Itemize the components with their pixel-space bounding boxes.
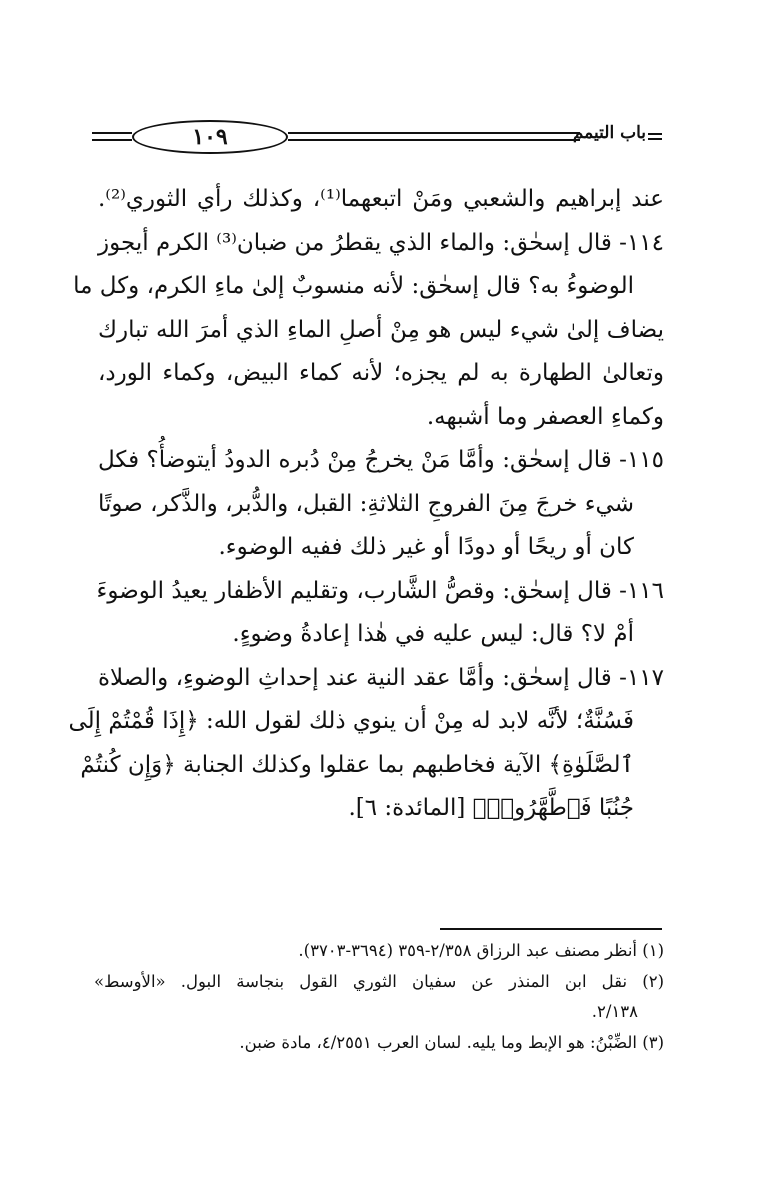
- text-line: وتعالىٰ الطهارة به لم يجزه؛ لأنه كماء البيض، وكماء الورد،: [98, 360, 664, 386]
- header-rule-left: [92, 132, 132, 141]
- text-line: جُنُبًا فَٱطَّهَّرُوا۟﴾ [المائدة: ٦].: [348, 795, 634, 821]
- page-number-frame: [132, 120, 288, 154]
- chapter-title: باب التيمم: [572, 123, 646, 143]
- text-line: ١١٦- قال إسحٰق: وقصُّ الشَّارب، وتقليم الأظفار يعيدُ الوضوءَ: [96, 577, 664, 604]
- text-line: فَسُنَّةٌ؛ لأنَّه لابد له مِنْ أن ينوي ذلك لقول الله: ﴿إِذَا قُمْتُمْ إِلَى: [68, 708, 634, 734]
- footnotes: [94, 936, 664, 1058]
- header-rule-right: [648, 133, 662, 140]
- page-header: [92, 118, 660, 158]
- text-line: ٱلصَّلَوٰةِ﴾ الآية فخاطبهم بما عقلوا وكذلك الجنابة ﴿وَإِن كُنتُمْ: [80, 751, 634, 778]
- page-number: ١٠٩: [192, 124, 228, 150]
- text-line: عند إبراهيم والشعبي ومَنْ اتبعهما⁽¹⁾، وكذلك رأي الثوري⁽²⁾.: [98, 186, 664, 212]
- text-line: أمْ لا؟ قال: ليس عليه في هٰذا إعادةُ وضوءٍ.: [232, 621, 634, 647]
- text-line: شيء خرجَ مِنَ الفروجِ الثلاثةِ: القبل، والدُّبر، والذَّكر، صوتًا: [98, 490, 634, 517]
- text-line: وكماءِ العصفر وما أشبهه.: [426, 403, 664, 430]
- text-line: كان أو ريحًا أو دودًا أو غير ذلك ففيه الوضوء.: [218, 534, 634, 560]
- footnote-line: (٢) نقل ابن المنذر عن سفيان الثوري القول بنجاسة البول. «الأوسط»: [94, 971, 664, 991]
- footnote-separator: [440, 928, 662, 930]
- main-text: [68, 178, 665, 831]
- text-line: ١١٤- قال إسحٰق: والماء الذي يقطرُ من ضبان⁽³⁾ الكرم أيجوز: [98, 229, 665, 256]
- footnote-line: ٢/١٣٨.: [591, 1002, 638, 1021]
- text-line: يضاف إلىٰ شيء ليس هو مِنْ أصلِ الماءِ الذي أمرَ الله تبارك: [98, 316, 664, 343]
- header-rule-middle: [288, 132, 580, 141]
- text-line: الوضوءُ به؟ قال إسحٰق: لأنه منسوبٌ إلىٰ ماءِ الكرم، وكل ما: [73, 273, 634, 299]
- footnote-line: (٣) الضِّبْنُ: هو الإبط وما يليه. لسان العرب ٤/٢٥٥١، مادة ضبن.: [239, 1032, 664, 1052]
- text-line: ١١٥- قال إسحٰق: وأمَّا مَنْ يخرجُ مِنْ دُبره الدودُ أيتوضأُ؟ فكل: [98, 447, 664, 473]
- text-line: ١١٧- قال إسحٰق: وأمَّا عقد النية عند إحداثِ الوضوءِ، والصلاة: [98, 664, 664, 691]
- footnote-line: (١) أنظر مصنف عبد الرزاق ٢/٣٥٨-٣٥٩ (٣٦٩٤-٣٧٠٣).: [298, 941, 664, 960]
